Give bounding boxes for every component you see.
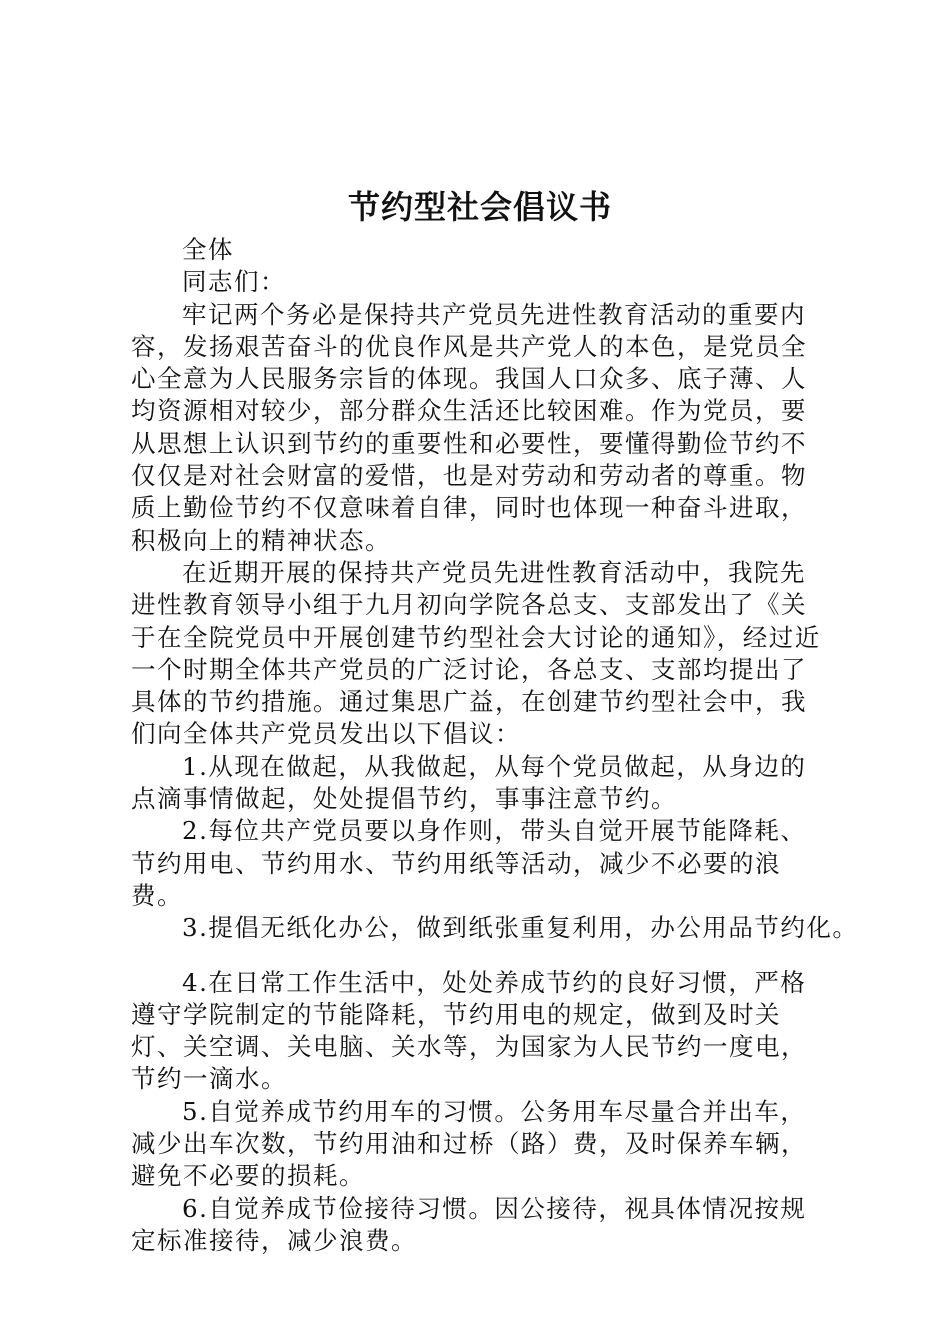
proposal-item-3: 3.提倡无纸化办公，做到纸张重复利用，办公用品节约化。 [182, 913, 859, 943]
proposal-item-5: 5.自觉养成节约用车的习惯。公务用车尽量合并出车，减少出车次数，节约用油和过桥（路）费，及时保养车辆，避免不必要的损耗。 [131, 1096, 807, 1191]
proposal-item-6: 6.自觉养成节俭接待习惯。因公接待，视具体情况按规定标准接待，减少浪费。 [131, 1193, 807, 1255]
salutation-line-1: 全体 [182, 235, 234, 264]
salutation-line-2: 同志们： [182, 267, 286, 297]
paragraph-2: 在近期开展的保持共产党员先进性教育活动中，我院先进性教育领导小组于九月初向学院各总支、支部发出了《关于在全院党员中开展创建节约型社会大讨论的通知》，经过近一个时期全体共产党员的广泛讨论，各总支、支部均提出了具体的节约措施。通过集思广益，在创建节约型社会中，我们向全体共产党员发出以下倡议： [131, 557, 821, 749]
proposal-item-2: 2.每位共产党员要以身作则，带头自觉开展节能降耗、节约用电、节约用水、节约用纸等活动，减少不必要的浪费。 [131, 816, 807, 910]
document-title: 节约型社会倡议书 [347, 188, 612, 226]
paragraph-1: 牢记两个务必是保持共产党员先进性教育活动的重要内容，发扬艰苦奋斗的优良作风是共产党人的本色，是党员全心全意为人民服务宗旨的体现。我国人口众多、底子薄、人均资源相对较少，部分群众生活还比较困难。作为党员，要从思想上认识到节约的重要性和必要性，要懂得勤俭节约不仅仅是对社会财富的爱惜，也是对劳动和劳动者的尊重。物质上勤俭节约不仅意味着自律，同时也体现一种奋斗进取，积极向上的精神状态。 [131, 299, 807, 555]
proposal-item-4: 4.在日常工作生活中，处处养成节约的良好习惯，严格遵守学院制定的节能降耗，节约用电的规定，做到及时关灯、关空调、关电脑、关水等，为国家为人民节约一度电，节约一滴水。 [131, 967, 807, 1094]
proposal-item-1: 1.从现在做起，从我做起，从每个党员做起，从身边的点滴事情做起，处处提倡节约，事事注意节约。 [131, 751, 807, 814]
document-body [131, 234, 859, 1257]
